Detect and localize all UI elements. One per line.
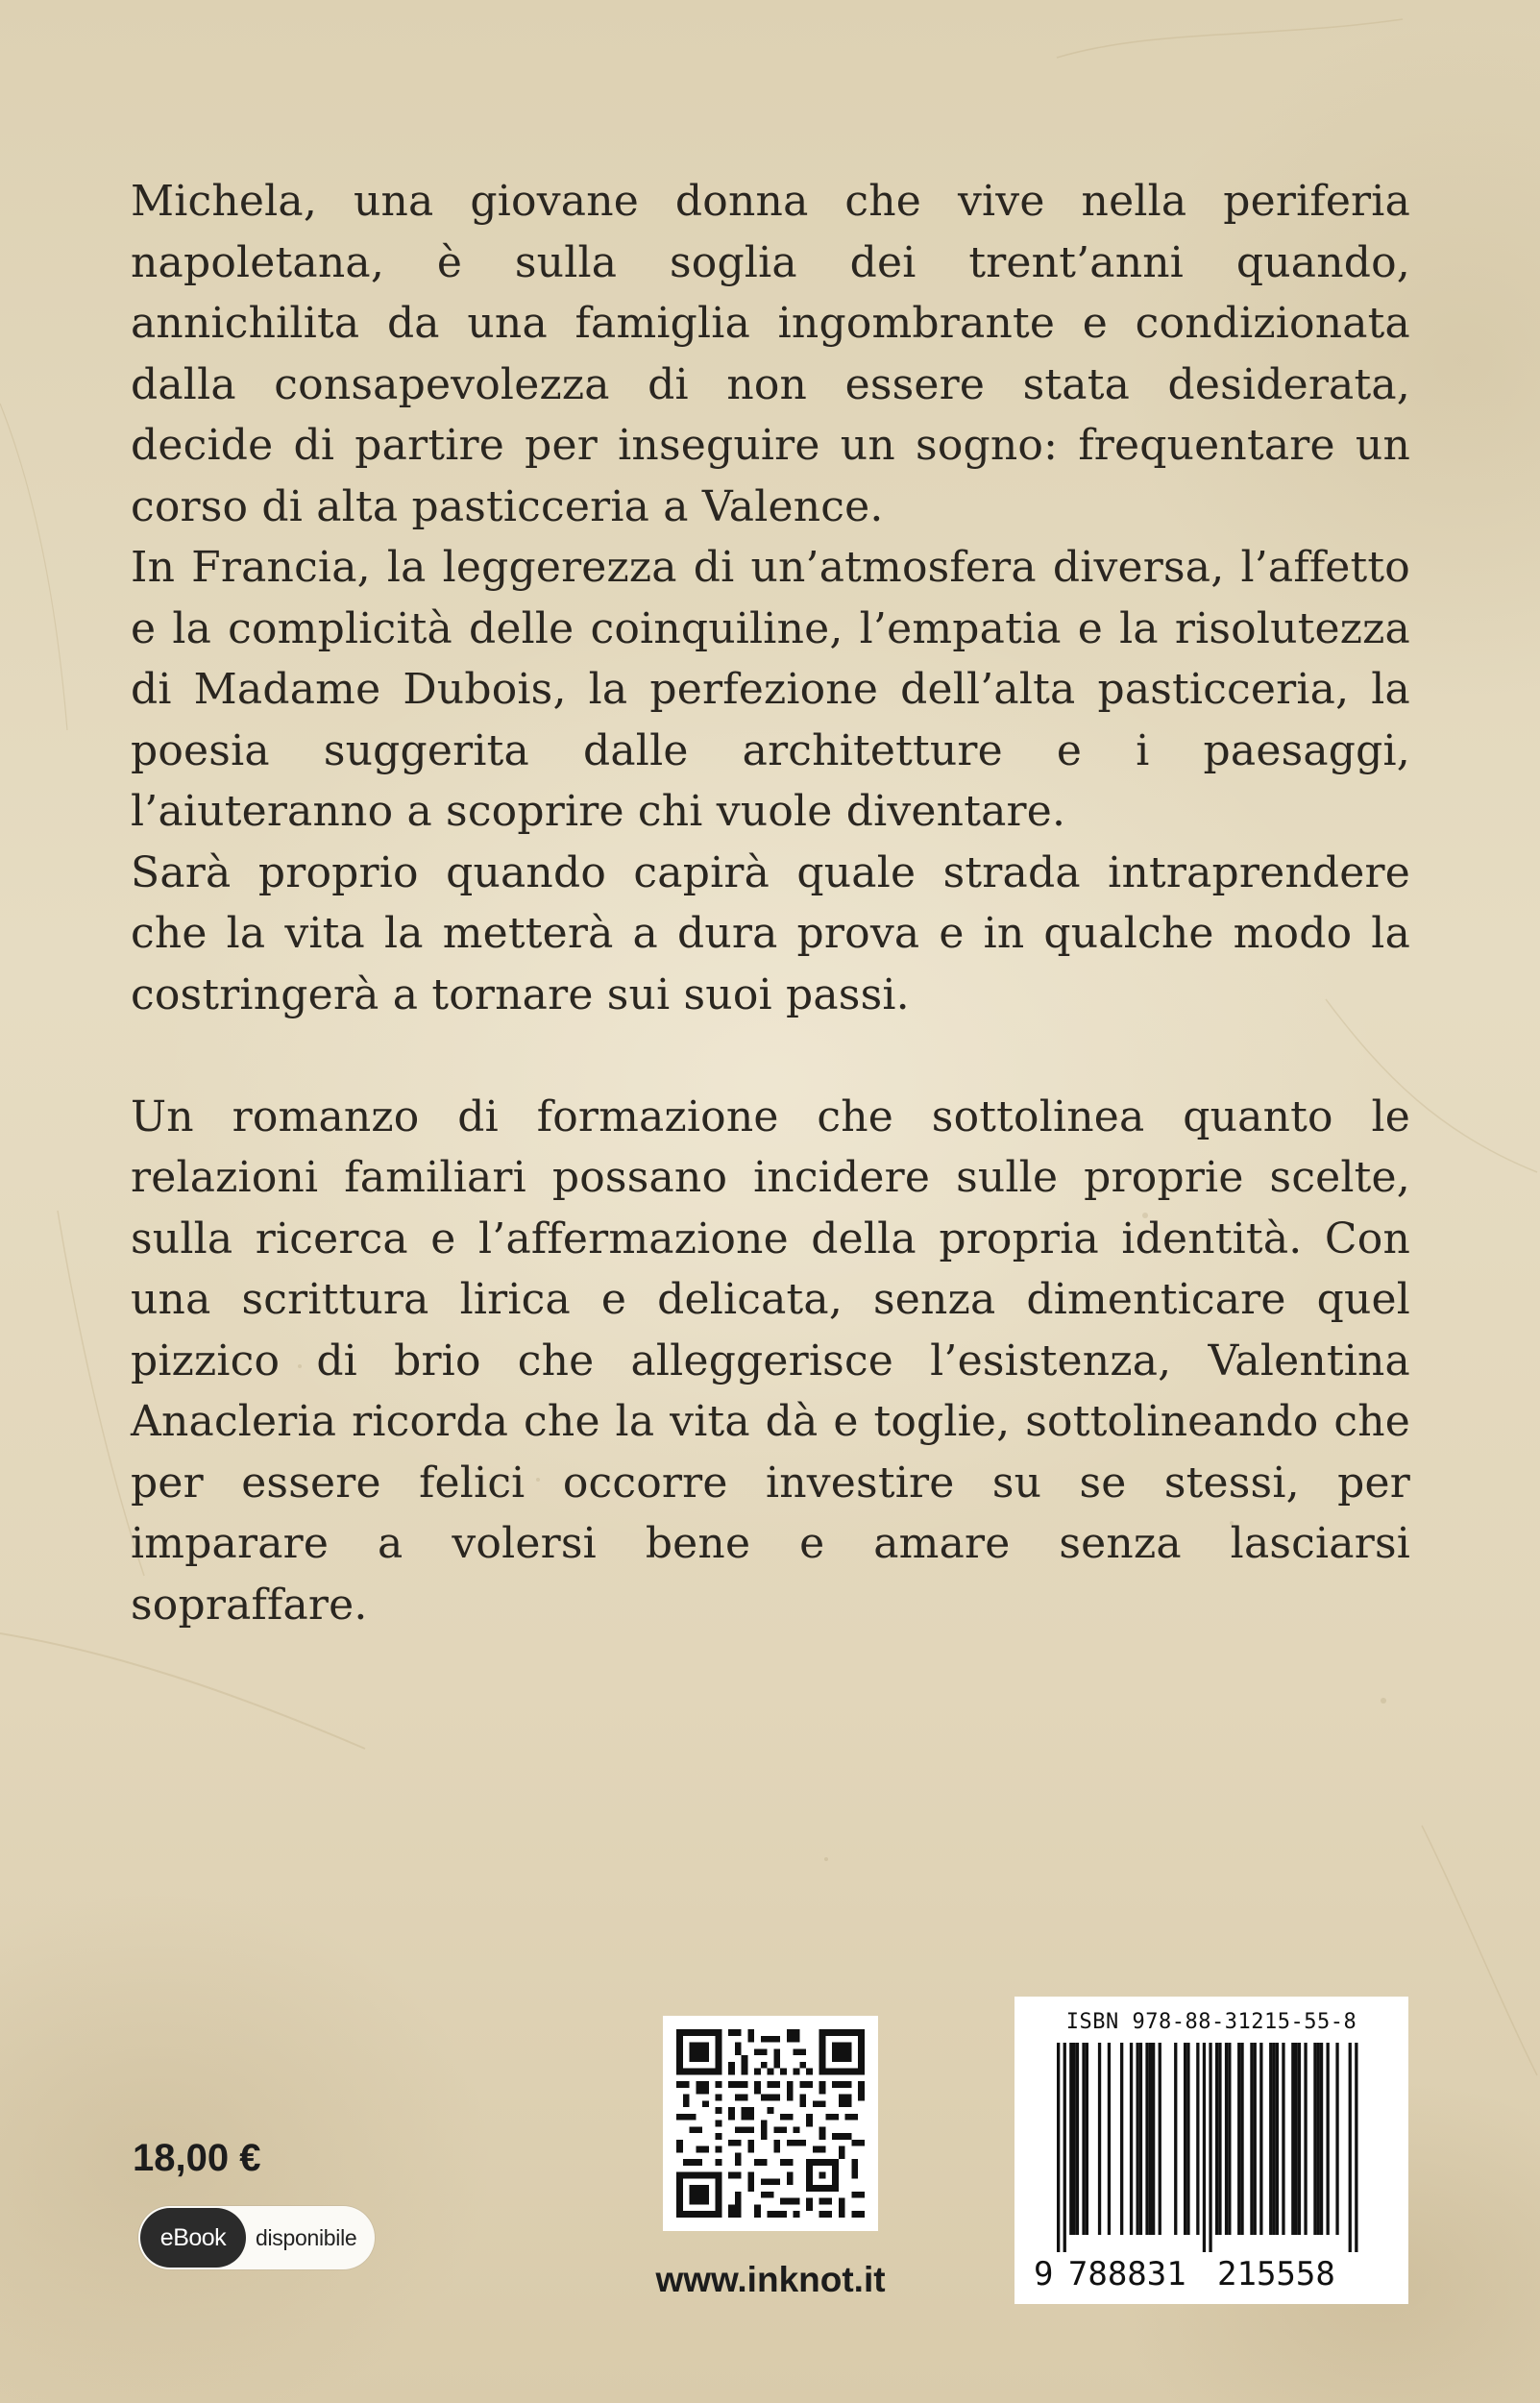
- barcode-bar: [1272, 2043, 1275, 2235]
- barcode-bar: [1313, 2043, 1316, 2235]
- barcode-bar: [1137, 2043, 1139, 2235]
- barcode-digits-right: 215558: [1217, 2255, 1335, 2293]
- barcode-bar: [1237, 2043, 1240, 2235]
- barcode-bar: [1349, 2043, 1352, 2252]
- barcode-bar: [1139, 2043, 1142, 2235]
- barcode-bar: [1335, 2043, 1338, 2235]
- barcode-bar: [1120, 2043, 1123, 2235]
- publisher-website: www.inknot.it: [655, 2260, 886, 2299]
- blurb-paragraph: Sarà proprio quando capirà quale strada intraprendere che la vita la metterà a dura prova e in qualche modo la costringerà a tornare sui suoi passi.: [131, 847, 1410, 1019]
- barcode-bar: [1130, 2043, 1133, 2235]
- blurb-paragraph: Un romanzo di formazione che sottolinea quanto le relazioni familiari possano incidere sulle proprie scelte, sulla ricerca e l’affermazione della propria identità. Con una scrittura lirica e delicata, senza dimenticare quel pizzico di brio che alleggerisce l’esistenza, Valentina Anacleria ricorda che la vita dà e toglie, sottolineando che per essere felici occorre investire su se stessi, per imparare a volersi bene e amare senza lasciarsi sopraffare.: [131, 1091, 1410, 1630]
- barcode-bar: [1203, 2043, 1206, 2252]
- barcode-bar: [1196, 2043, 1199, 2235]
- blurb-paragraph: In Francia, la leggerezza di un’atmosfera diversa, l’affetto e la complicità delle coinquiline, l’empatia e la risolutezza di Madame Dubois, la perfezione dell’alta pasticceria, la poesia suggerita dalle architetture e i paesaggi, l’aiuteranno a scoprire chi vuole diventare.: [131, 543, 1410, 836]
- barcode-bar: [1145, 2043, 1148, 2235]
- barcode-bar: [1254, 2043, 1257, 2235]
- qr-code: [663, 2016, 878, 2231]
- barcode-bar: [1317, 2043, 1320, 2235]
- barcode-bar: [1215, 2043, 1218, 2235]
- price-label: 18,00 €: [133, 2137, 261, 2179]
- barcode-icon: [1014, 1997, 1408, 2304]
- barcode-bar: [1291, 2043, 1294, 2235]
- barcode-digit-first: 9: [1034, 2255, 1054, 2293]
- barcode-bar: [1228, 2043, 1231, 2235]
- barcode-bar: [1063, 2043, 1066, 2252]
- barcode-bar: [1186, 2043, 1189, 2235]
- barcode-bar: [1355, 2043, 1357, 2252]
- barcode-bar: [1159, 2043, 1161, 2235]
- barcode-bar: [1076, 2043, 1079, 2235]
- barcode-digits-left: 788831: [1067, 2255, 1186, 2293]
- barcode-bar: [1320, 2043, 1323, 2235]
- barcode-bar: [1276, 2043, 1279, 2235]
- qr-code-icon: [676, 2029, 865, 2218]
- barcode-bar: [1174, 2043, 1177, 2235]
- barcode-bar: [1149, 2043, 1152, 2235]
- barcode-bar: [1209, 2043, 1211, 2252]
- barcode-bar: [1259, 2043, 1262, 2235]
- barcode-bar: [1225, 2043, 1228, 2235]
- barcode-bar: [1295, 2043, 1298, 2235]
- ebook-available-badge: [138, 2206, 375, 2269]
- barcode-bar: [1108, 2043, 1111, 2235]
- barcode-bar: [1269, 2043, 1272, 2235]
- barcode-bar: [1098, 2043, 1101, 2235]
- barcode-bar: [1218, 2043, 1221, 2235]
- ebook-label: eBook: [140, 2208, 246, 2268]
- barcode-bar: [1082, 2043, 1085, 2235]
- ebook-status: disponibile: [256, 2225, 357, 2250]
- barcode-bar: [1304, 2043, 1307, 2235]
- barcode-bar: [1152, 2043, 1155, 2235]
- barcode-bar: [1282, 2043, 1284, 2235]
- barcode-bar: [1184, 2043, 1186, 2235]
- blurb-paragraph: Michela, una giovane donna che vive nella periferia napoletana, è sulla soglia dei trent’anni quando, annichilita da una famiglia ingombrante e condizionata dalla consapevolezza di non essere stata desiderata, decide di partire per inseguire un sogno: frequentare un corso di alta pasticceria a Valence.: [131, 177, 1410, 531]
- isbn-barcode: [1014, 1997, 1408, 2304]
- barcode-bar: [1057, 2043, 1060, 2252]
- barcode-bar: [1298, 2043, 1301, 2235]
- blurb-text: [131, 171, 1410, 1635]
- barcode-bar: [1086, 2043, 1088, 2235]
- barcode-bar: [1327, 2043, 1330, 2235]
- barcode-bar: [1240, 2043, 1243, 2235]
- barcode-bar: [1073, 2043, 1076, 2235]
- isbn-label: ISBN 978-88-31215-55-8: [1065, 2010, 1357, 2034]
- barcode-bar: [1069, 2043, 1072, 2235]
- barcode-bar: [1250, 2043, 1253, 2235]
